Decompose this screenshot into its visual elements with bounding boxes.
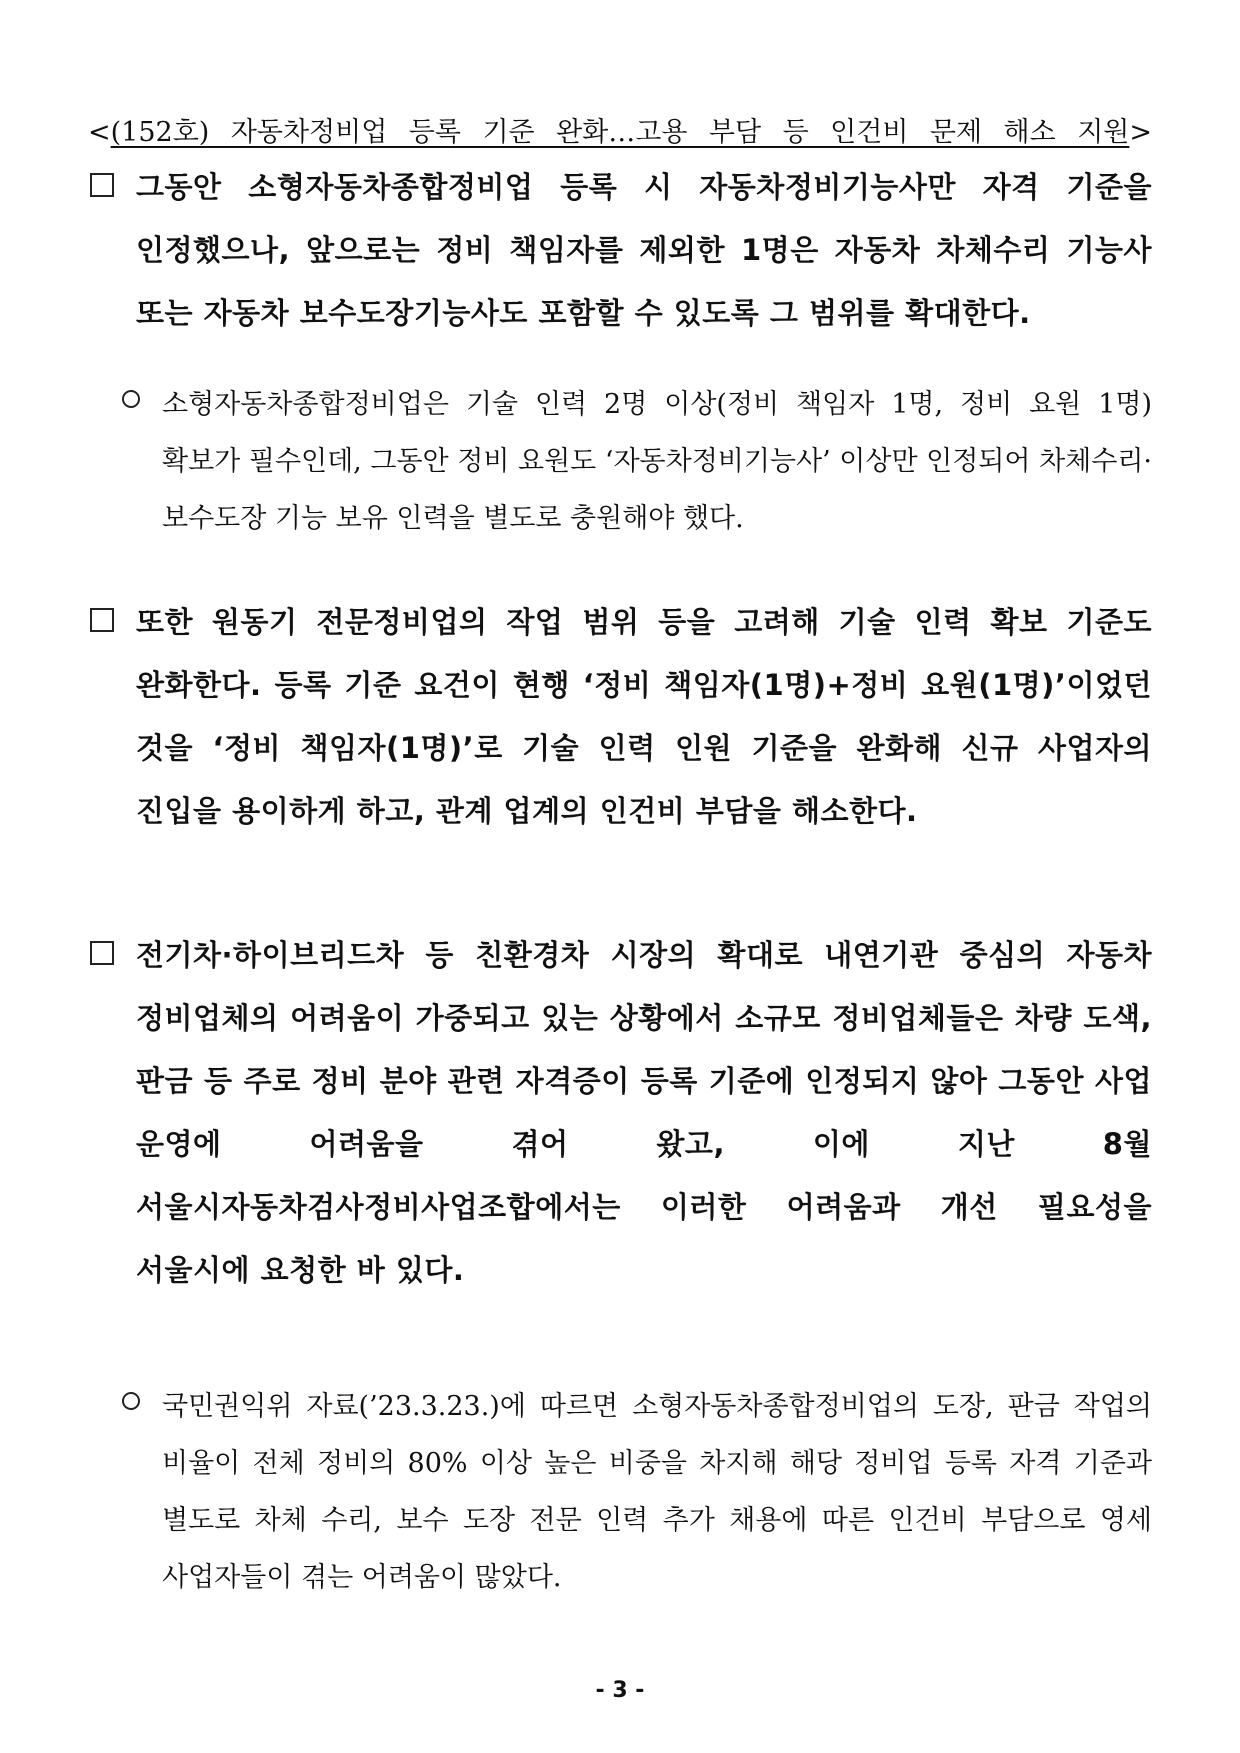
title-open-bracket: < — [88, 117, 111, 148]
checkbox-bullet-icon — [90, 173, 114, 197]
paragraph-1-text: 그동안 소형자동차종합정비업 등록 시 자동차정비기능사만 자격 기준을 인정했으나, 앞으로는 정비 책임자를 제외한 1명은 자동차 차체수리 기능사 또는 자동차 보수도장기능사도 포함할 수 있도록 그 범위를 확대한다. — [136, 170, 1152, 330]
circle-bullet-icon — [122, 390, 140, 408]
paragraph-3-text: 전기차·하이브리드차 등 친환경차 시장의 확대로 내연기관 중심의 자동차 정비업체의 어려움이 가중되고 있는 상황에서 소규모 정비업체들은 차량 도색, 판금 등 주로 정비 분야 관련 자격증이 등록 기준에 인정되지 않아 그동안 사업 운영에 어려움을 겪어 왔고, 이에 지난 8월 서울시자동차검사정비사업조합에서는 이러한 어려움과 개선 필요성을 서울시에 요청한 바 있다. — [136, 938, 1152, 1287]
paragraph-1 — [88, 156, 1152, 345]
checkbox-bullet-icon — [90, 608, 114, 632]
page-number: - 3 - — [595, 1678, 645, 1703]
sub-paragraph-1-text: 소형자동차종합정비업은 기술 인력 2명 이상(정비 책임자 1명, 정비 요원 1명) 확보가 필수인데, 그동안 정비 요원도 ‘자동차정비기능사’ 이상만 인정되어 차체수리·보수도장 기능 보유 인력을 별도로 충원해야 했다. — [162, 389, 1152, 534]
document-title — [88, 114, 1152, 152]
checkbox-bullet-icon — [90, 941, 114, 965]
sub-paragraph-2-text: 국민권익위 자료(’23.3.23.)에 따르면 소형자동차종합정비업의 도장, 판금 작업의 비율이 전체 정비의 80% 이상 높은 비중을 차지해 해당 정비업 등록 자격 기준과 별도로 차체 수리, 보수 도장 전문 인력 추가 채용에 따른 인건비 부담으로 영세 사업자들이 겪는 어려움이 많았다. — [162, 1391, 1152, 1593]
paragraph-2 — [88, 591, 1152, 843]
paragraph-3 — [88, 924, 1152, 1302]
title-text: (152호) 자동차정비업 등록 기준 완화…고용 부담 등 인건비 문제 해소 지원 — [110, 117, 1130, 148]
sub-paragraph-2 — [120, 1378, 1152, 1606]
title-close-bracket: > — [1129, 117, 1152, 148]
paragraph-2-text: 또한 원동기 전문정비업의 작업 범위 등을 고려해 기술 인력 확보 기준도 완화한다. 등록 기준 요건이 현행 ‘정비 책임자(1명)+정비 요원(1명)’이었던 것을 ‘정비 책임자(1명)’로 기술 인력 인원 기준을 완화해 신규 사업자의 진입을 용이하게 하고, 관계 업계의 인건비 부담을 해소한다. — [136, 605, 1152, 828]
circle-bullet-icon — [122, 1392, 140, 1410]
sub-paragraph-1 — [120, 376, 1152, 547]
